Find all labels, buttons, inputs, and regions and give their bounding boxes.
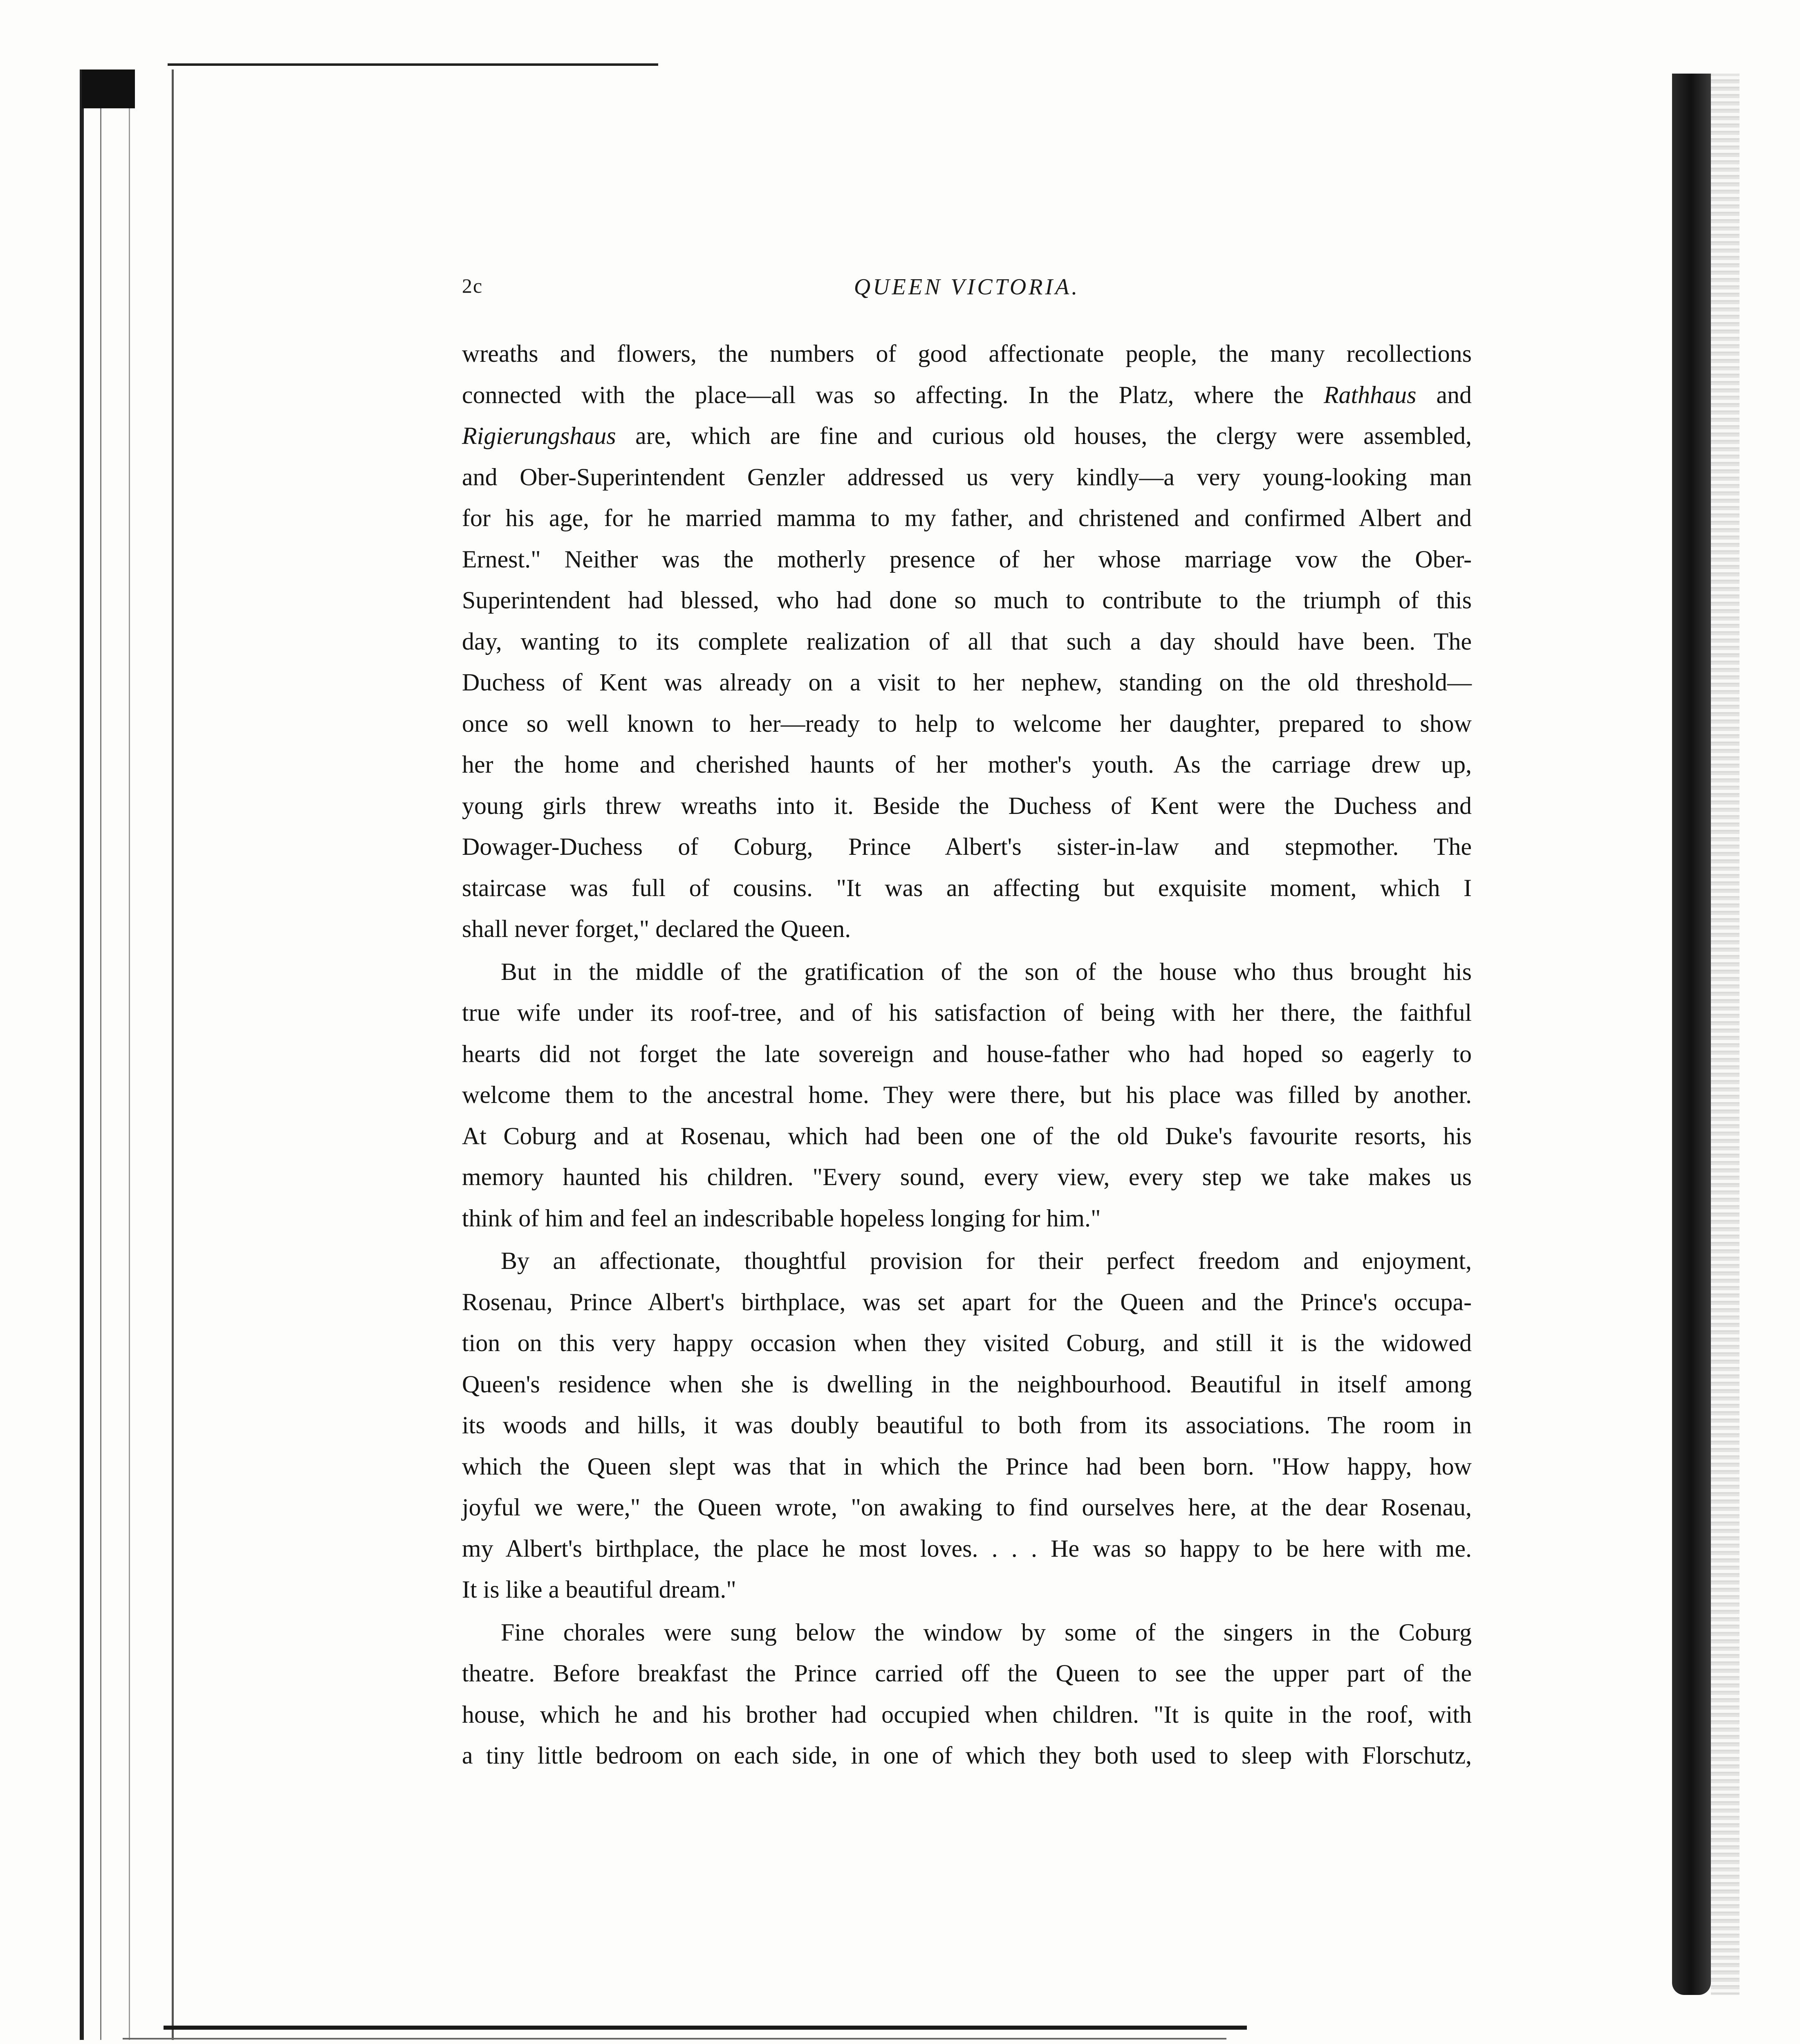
- line-text: a tiny little bedroom on each side, in one of which they both used to sleep with Florschutz,: [462, 1742, 1472, 1769]
- paragraph: [462, 951, 1472, 1239]
- text-line: [462, 498, 1472, 539]
- text-line: [462, 1322, 1472, 1364]
- line-text: Dowager-Duchess of Coburg, Prince Albert's sister-in-law and stepmother. The: [462, 833, 1472, 860]
- page-number: 2c: [462, 274, 483, 297]
- text-line: [462, 1653, 1472, 1694]
- line-text: Fine chorales were sung below the window by some of the singers in the Coburg: [501, 1618, 1472, 1646]
- line-text: which the Queen slept was that in which the Prince had been born. "How happy, how: [462, 1452, 1472, 1480]
- bottom-page-edge: [164, 2026, 1247, 2030]
- italic-term: Rathhaus: [1323, 381, 1417, 408]
- text-line: [462, 1282, 1472, 1323]
- paragraph: [462, 1240, 1472, 1610]
- line-text: Duchess of Kent was already on a visit to her nephew, standing on the old threshold—: [462, 669, 1472, 696]
- line-text: But in the middle of the gratification of the son of the house who thus brought his: [501, 958, 1472, 985]
- line-text: Queen's residence when she is dwelling in the neighbourhood. Beautiful in itself among: [462, 1370, 1472, 1398]
- left-binding-edge: [80, 69, 174, 2040]
- text-line: [462, 1033, 1472, 1075]
- line-text: once so well known to her—ready to help to welcome her daughter, prepared to show: [462, 710, 1472, 737]
- text-line: [462, 1074, 1472, 1116]
- line-text: think of him and feel an indescribable hopeless longing for him.": [462, 1204, 1101, 1232]
- line-text: young girls threw wreaths into it. Beside the Duchess of Kent were the Duchess and: [462, 792, 1472, 819]
- line-text: day, wanting to its complete realization of all that such a day should have been. The: [462, 628, 1472, 655]
- body-text: [462, 333, 1472, 1778]
- line-text: my Albert's birthplace, the place he most loves. . . . He was so happy to be here with me.: [462, 1535, 1472, 1562]
- text-line: [462, 1405, 1472, 1446]
- text-line: [462, 1116, 1472, 1157]
- line-text: and Ober-Superintendent Genzler addressed us very kindly—a very young-looking man: [462, 463, 1472, 491]
- text-line: [462, 1364, 1472, 1405]
- text-line: [462, 703, 1472, 744]
- text-line: [462, 374, 1472, 416]
- text-line: [462, 662, 1472, 703]
- line-text: hearts did not forget the late sovereign and house-father who had hoped so eagerly to: [462, 1040, 1472, 1067]
- paragraph: [462, 1612, 1472, 1776]
- text-line: [462, 992, 1472, 1033]
- text-line: [462, 1612, 1472, 1653]
- line-text: are, which are fine and curious old houses, the clergy were assembled,: [616, 422, 1472, 449]
- line-text: for his age, for he married mamma to my father, and christened and confirmed Albert and: [462, 504, 1472, 531]
- running-head: [462, 274, 1472, 303]
- text-line: [462, 744, 1472, 785]
- text-line: [462, 1735, 1472, 1776]
- line-text: Ernest." Neither was the motherly presence of her whose marriage vow the Ober-: [462, 545, 1472, 573]
- line-text: true wife under its roof-tree, and of his satisfaction of being with her there, the faithful: [462, 999, 1472, 1026]
- text-line: [462, 1694, 1472, 1735]
- text-line: [462, 1528, 1472, 1569]
- page-title: QUEEN VICTORIA.: [854, 274, 1080, 300]
- text-line: [462, 908, 1472, 950]
- line-text: tion on this very happy occasion when they visited Coburg, and still it is the widowed: [462, 1329, 1472, 1356]
- line-text: house, which he and his brother had occupied when children. "It is quite in the roof, with: [462, 1701, 1472, 1728]
- text-line: [462, 1487, 1472, 1528]
- top-page-edge: [168, 63, 658, 66]
- text-line: [462, 1240, 1472, 1282]
- line-text: welcome them to the ancestral home. They were there, but his place was filled by another.: [462, 1081, 1472, 1108]
- line-text: At Coburg and at Rosenau, which had been one of the old Duke's favourite resorts, his: [462, 1122, 1472, 1150]
- line-text: memory haunted his children. "Every sound, every view, every step we take makes us: [462, 1163, 1472, 1190]
- text-line: [462, 1569, 1472, 1610]
- line-text: wreaths and flowers, the numbers of good affectionate people, the many recollections: [462, 340, 1472, 367]
- line-text: connected with the place—all was so affecting. In the Platz, where the: [462, 381, 1324, 408]
- right-page-edge-band: [1672, 74, 1711, 1995]
- line-text: theatre. Before breakfast the Prince carried off the Queen to see the upper part of the: [462, 1660, 1472, 1687]
- text-line: [462, 457, 1472, 498]
- text-line: [462, 826, 1472, 867]
- line-text: joyful we were," the Queen wrote, "on awaking to find ourselves here, at the dear Rosenau,: [462, 1494, 1472, 1521]
- text-line: [462, 580, 1472, 621]
- text-line: [462, 415, 1472, 457]
- line-text: and: [1416, 381, 1472, 408]
- right-edge-speckle: [1711, 74, 1739, 1995]
- line-text: its woods and hills, it was doubly beautiful to both from its associations. The room in: [462, 1412, 1472, 1439]
- line-text: staircase was full of cousins. "It was an affecting but exquisite moment, which I: [462, 874, 1472, 901]
- line-text: Superintendent had blessed, who had done so much to contribute to the triumph of this: [462, 587, 1472, 614]
- line-text: Rosenau, Prince Albert's birthplace, was set apart for the Queen and the Prince's occupa-: [462, 1288, 1472, 1316]
- line-text: her the home and cherished haunts of her mother's youth. As the carriage drew up,: [462, 751, 1472, 778]
- text-line: [462, 1446, 1472, 1487]
- line-text: shall never forget," declared the Queen.: [462, 915, 851, 942]
- text-line: [462, 1156, 1472, 1198]
- line-text: By an affectionate, thoughtful provision for their perfect freedom and enjoyment,: [501, 1247, 1472, 1274]
- line-text: It is like a beautiful dream.": [462, 1576, 736, 1603]
- paragraph: [462, 333, 1472, 950]
- text-line: [462, 621, 1472, 662]
- text-line: [462, 539, 1472, 580]
- text-line: [462, 785, 1472, 827]
- text-line: [462, 333, 1472, 374]
- italic-term: Rigierungshaus: [462, 422, 616, 449]
- text-line: [462, 867, 1472, 909]
- bottom-page-edge-shadow: [123, 2038, 1226, 2040]
- text-line: [462, 1198, 1472, 1239]
- binding-tab-mark: [82, 69, 135, 108]
- text-line: [462, 951, 1472, 993]
